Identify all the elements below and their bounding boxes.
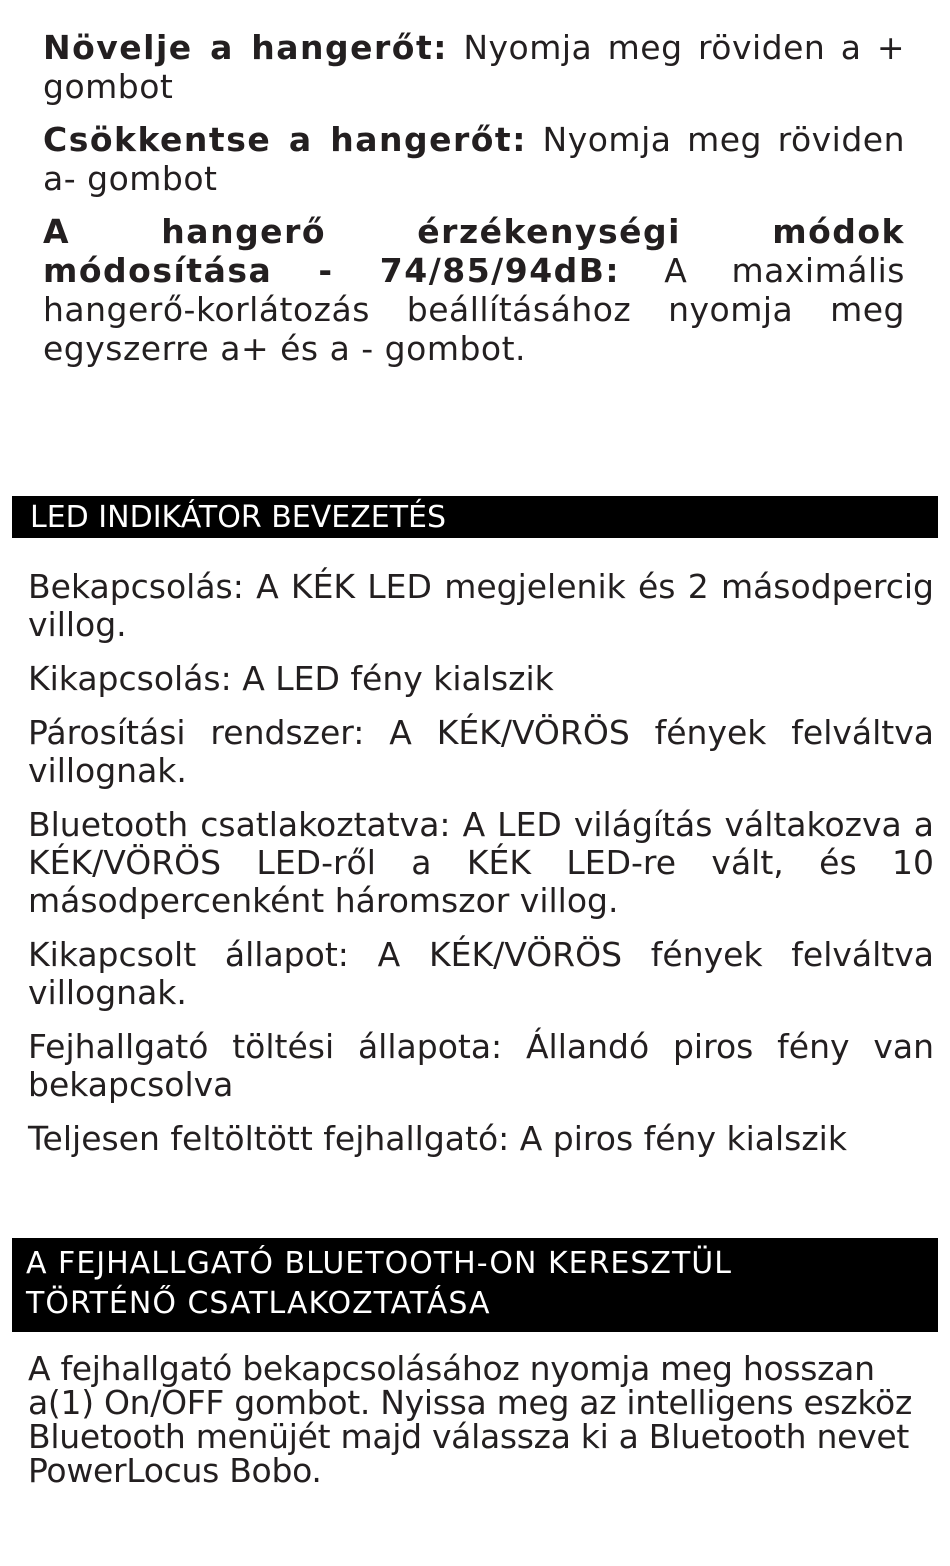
bluetooth-instruction-text: A fejhallgató bekapcsolásához nyomja meg hosszan a(1) On/OFF gombot. Nyissa meg az intelligens eszköz Bluetooth menüjét majd válassza ki a Bluetooth nevet PowerLocus Bobo.: [28, 1349, 912, 1490]
led-item-power-off: Kikapcsolás: A LED fény kialszik: [28, 659, 554, 698]
led-item-pairing: Párosítási rendszer: A KÉK/VÖRÖS fények felváltva villognak.: [28, 713, 934, 790]
bluetooth-title-line1: A FEJHALLGATÓ BLUETOOTH-ON KERESZTÜL: [26, 1246, 732, 1281]
volume-instructions: [43, 28, 905, 382]
volume-down-text: Nyomja meg röviden a- gombot: [43, 120, 906, 198]
led-item-charging: Fejhallgató töltési állapota: Állandó piros fény van bekapcsolva: [28, 1027, 934, 1104]
volume-up-text: Nyomja meg röviden a + gombot: [43, 28, 905, 106]
bluetooth-section-header: [12, 1238, 938, 1332]
bluetooth-title-line2: TÖRTÉNŐ CSATLAKOZTATÁSA: [26, 1286, 491, 1321]
volume-sensitivity-label: A hangerő érzékenységi módok módosítása - 74/85/94dB:: [43, 212, 905, 290]
led-item-connected: Bluetooth csatlakoztatva: A LED világítás váltakozva a KÉK/VÖRÖS LED-ről a KÉK LED-re vált, és 10 másodpercenként háromszor villog.: [28, 805, 934, 920]
volume-sensitivity-text: A maximális hangerő-korlátozás beállításához nyomja meg egyszerre a+ és a - gombot.: [43, 251, 905, 368]
volume-sensitivity-instruction: [43, 212, 905, 368]
led-indicator-list: [28, 568, 934, 1174]
volume-up-label: Növelje a hangerőt:: [43, 28, 448, 67]
led-item-fully-charged: Teljesen feltöltött fejhallgató: A piros fény kialszik: [28, 1119, 847, 1158]
volume-down-label: Csökkentse a hangerőt:: [43, 120, 527, 159]
led-section-title: LED INDIKÁTOR BEVEZETÉS: [30, 500, 447, 535]
volume-up-instruction: [43, 28, 905, 106]
bluetooth-instructions: [28, 1349, 942, 1490]
volume-down-instruction: [43, 120, 905, 198]
led-item-off-state: Kikapcsolt állapot: A KÉK/VÖRÖS fények felváltva villognak.: [28, 935, 934, 1012]
led-section-header: [12, 496, 938, 538]
led-item-power-on: Bekapcsolás: A KÉK LED megjelenik és 2 másodpercig villog.: [28, 567, 934, 644]
